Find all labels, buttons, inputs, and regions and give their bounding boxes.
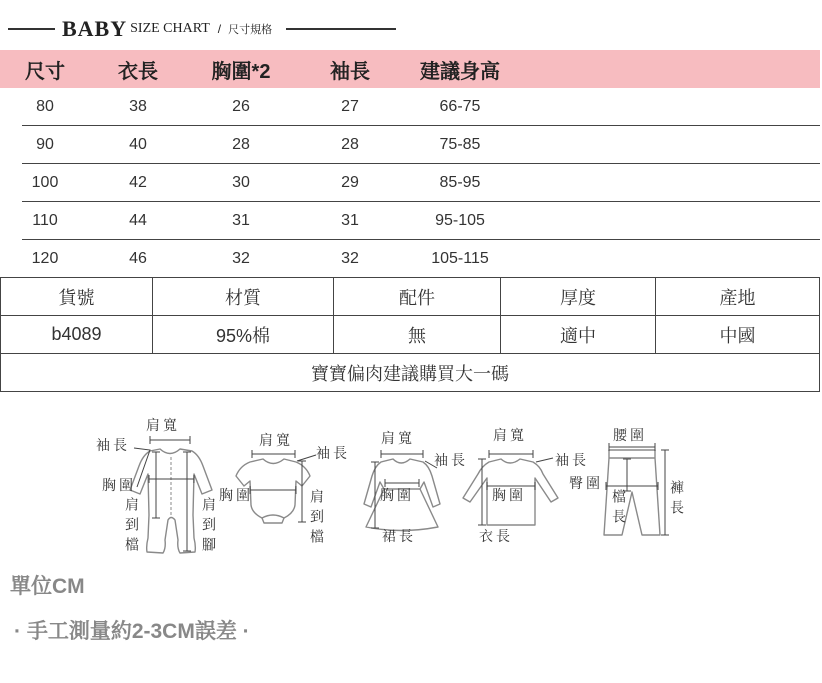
table-row — [0, 240, 820, 278]
bodysuit-sleeve-label: 袖長 — [316, 447, 350, 462]
height-cell: 66-75 — [439, 98, 481, 115]
romper-shoulder-label: 肩寬 — [146, 419, 180, 434]
title-separator: / — [217, 22, 222, 36]
chest-measure-line — [385, 479, 419, 487]
column-header-chest: 胸圍*2 — [211, 60, 271, 83]
measurement-error-note: · 手工測量約2-3CM誤差 · — [14, 620, 250, 643]
sleeve-cell: 29 — [341, 174, 359, 191]
header-left-rule — [8, 28, 55, 30]
shoulder-measure-line — [381, 450, 423, 458]
column-header-sleeve: 袖長 — [330, 60, 370, 83]
chest-cell: 28 — [232, 136, 250, 153]
length-cell: 46 — [129, 250, 147, 267]
shoulder-measure-line — [252, 450, 295, 458]
sleeve-measure-line — [297, 455, 316, 461]
romper-chest-label: 胸圍 — [102, 479, 136, 494]
size-cell: 110 — [32, 212, 58, 229]
dress-shoulder-label: 肩寬 — [381, 432, 415, 447]
shoulder-to-crotch-measure-line — [152, 452, 160, 518]
romper-sleeve-label: 袖長 — [96, 439, 130, 454]
size-cell: 120 — [31, 250, 59, 267]
top-diagram — [463, 450, 558, 525]
chest-cell: 32 — [232, 250, 250, 267]
dress-length-label: 裙長 — [382, 530, 416, 545]
origin-value: 中國 — [719, 325, 756, 346]
bodysuit-shoulder-label: 肩寬 — [259, 434, 293, 449]
sleeve-measure-line — [536, 458, 553, 462]
romper-shoulder-to-foot-label: 肩到腳 — [200, 497, 215, 557]
pants-length-label: 褲長 — [668, 480, 683, 520]
dress-sleeve-label: 袖長 — [434, 454, 468, 469]
shoulder-to-foot-measure-line — [183, 452, 191, 551]
pants-crotch-label: 檔長 — [610, 489, 625, 529]
column-header-height: 建議身高 — [420, 60, 500, 83]
material-header: 材質 — [153, 278, 334, 315]
brand-title: BABY — [62, 16, 128, 41]
product-code-value: b4089 — [1, 316, 153, 353]
sleeve-cell: 31 — [341, 212, 359, 229]
bodysuit-chest-label: 胸圍 — [219, 489, 253, 504]
skirt-length-measure-line — [371, 462, 379, 528]
length-cell: 40 — [129, 136, 147, 153]
length-cell: 38 — [129, 98, 147, 115]
bodysuit-diagram — [236, 450, 316, 523]
shoulder-to-crotch-measure-line — [298, 461, 306, 522]
chest-cell: 26 — [232, 98, 250, 115]
chest-cell: 30 — [232, 174, 250, 191]
length-cell: 44 — [129, 212, 147, 229]
shoulder-measure-line — [150, 436, 190, 444]
product-code-header: 貨號 — [1, 278, 153, 315]
height-cell: 85-95 — [439, 174, 481, 191]
top-shoulder-label: 肩寬 — [493, 429, 527, 444]
sleeve-cell: 32 — [341, 250, 359, 267]
unit-label: 單位CM — [10, 575, 85, 598]
pants-waist-label: 腰圍 — [613, 429, 647, 444]
size-cell: 100 — [31, 174, 59, 191]
accessories-value: 無 — [334, 316, 501, 353]
dress-chest-label: 胸圍 — [380, 489, 414, 504]
chart-title: SIZE CHART — [130, 21, 210, 36]
chart-header — [8, 17, 396, 41]
info-value-row — [1, 316, 819, 354]
size-table-header — [0, 50, 820, 88]
table-row — [0, 126, 820, 164]
size-table — [0, 50, 820, 278]
size-advice-note: 寶寶偏肉建議購買大一碼 — [311, 363, 509, 384]
origin-header: 產地 — [719, 287, 756, 308]
product-info-table — [0, 277, 820, 392]
table-row — [0, 88, 820, 126]
length-measure-line — [478, 459, 486, 525]
thickness-header: 厚度 — [501, 278, 656, 315]
height-cell: 75-85 — [439, 136, 481, 153]
header-right-rule — [286, 28, 396, 30]
pants-hip-label: 臀圍 — [569, 477, 603, 492]
sleeve-cell: 27 — [341, 98, 359, 115]
top-length-label: 衣長 — [479, 530, 513, 545]
table-row — [0, 164, 820, 202]
material-value: 95%棉 — [153, 316, 334, 353]
height-cell: 105-115 — [431, 250, 489, 267]
size-cell: 90 — [36, 136, 54, 153]
info-header-row — [1, 278, 819, 316]
shoulder-measure-line — [489, 450, 533, 458]
chart-title-zh: 尺寸規格 — [228, 24, 273, 36]
column-header-length: 衣長 — [118, 60, 158, 83]
chest-cell: 31 — [232, 212, 250, 229]
bodysuit-shoulder-to-crotch-label: 肩到檔 — [308, 489, 323, 549]
height-cell: 95-105 — [435, 212, 485, 229]
top-chest-label: 胸圍 — [492, 489, 526, 504]
romper-shoulder-to-crotch-label: 肩到檔 — [123, 497, 138, 557]
size-cell: 80 — [36, 98, 54, 115]
column-header-size: 尺寸 — [25, 60, 65, 83]
sleeve-cell: 28 — [341, 136, 359, 153]
thickness-value: 適中 — [501, 316, 656, 353]
bodysuit-leg-opening — [262, 515, 284, 518]
chest-measure-line — [250, 486, 296, 494]
length-cell: 42 — [129, 174, 147, 191]
top-sleeve-label: 袖長 — [555, 454, 589, 469]
table-row — [0, 202, 820, 240]
accessories-header: 配件 — [334, 278, 501, 315]
